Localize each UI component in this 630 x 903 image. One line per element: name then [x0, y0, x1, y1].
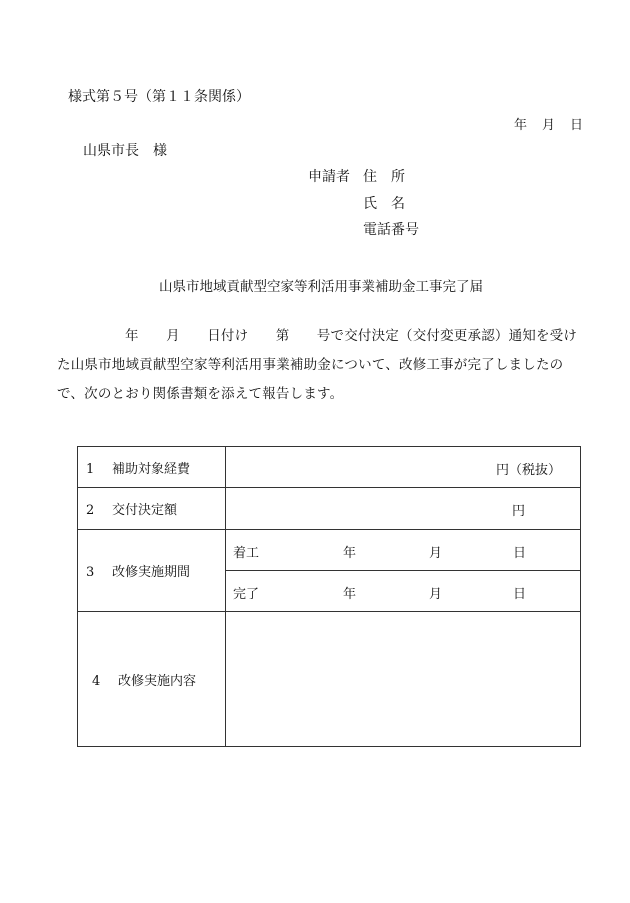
eligible-cost-field[interactable] — [226, 447, 581, 488]
renovation-period-label — [78, 530, 226, 612]
addressee: 山県市長 様 — [83, 143, 167, 159]
construction-end-field[interactable] — [226, 571, 581, 612]
body-line-2: た山県市地域貢献型空家等利活用事業補助金について、改修工事が完了しましたの — [57, 357, 564, 373]
completion-report-table — [77, 446, 581, 747]
row-label: 改修実施内容 — [118, 673, 197, 689]
applicant-name-label: 氏 名 — [363, 196, 405, 212]
row-number: 3 — [86, 565, 95, 580]
row-number: 2 — [86, 503, 95, 518]
body-line-1: 年 月 日付け 第 号で交付決定（交付変更承認）通知を受け — [125, 328, 578, 344]
grant-amount-label — [78, 488, 226, 530]
start-day-label: 日 — [513, 546, 527, 561]
end-label: 完了 — [233, 587, 260, 602]
report-body-text — [57, 322, 587, 409]
currency-label: 円 — [512, 504, 526, 519]
renovation-content-field[interactable] — [226, 612, 581, 747]
applicant-phone-label: 電話番号 — [363, 222, 419, 238]
renovation-content-label — [78, 612, 226, 747]
document-title: 山県市地域貢献型空家等利活用事業補助金工事完了届 — [159, 279, 483, 295]
end-month-label: 月 — [429, 587, 443, 602]
start-label: 着工 — [233, 546, 260, 561]
start-month-label: 月 — [429, 546, 443, 561]
row-label: 交付決定額 — [112, 503, 178, 518]
row-label: 改修実施期間 — [112, 565, 191, 580]
table-row — [78, 612, 581, 747]
applicant-address-label: 住 所 — [363, 169, 405, 185]
form-number: 様式第５号（第１１条関係） — [68, 89, 250, 105]
start-year-label: 年 — [343, 546, 357, 561]
date-month-label: 月 — [542, 118, 556, 133]
table-row — [78, 530, 581, 571]
submission-date — [514, 118, 583, 134]
date-day-label: 日 — [570, 118, 584, 133]
date-year-label: 年 — [514, 118, 528, 133]
row-number: 4 — [92, 673, 101, 689]
table-row — [78, 488, 581, 530]
row-label: 補助対象経費 — [112, 461, 191, 477]
body-line-3: で、次のとおり関係書類を添えて報告します。 — [57, 386, 344, 402]
eligible-cost-label — [78, 447, 226, 488]
grant-amount-field[interactable] — [226, 488, 581, 530]
applicant-label: 申請者 — [308, 169, 350, 185]
end-day-label: 日 — [513, 587, 527, 602]
row-number: 1 — [86, 461, 95, 477]
currency-tax-excluded-label: 円（税抜） — [495, 463, 561, 478]
table-row — [78, 447, 581, 488]
end-year-label: 年 — [343, 587, 357, 602]
construction-start-field[interactable] — [226, 530, 581, 571]
